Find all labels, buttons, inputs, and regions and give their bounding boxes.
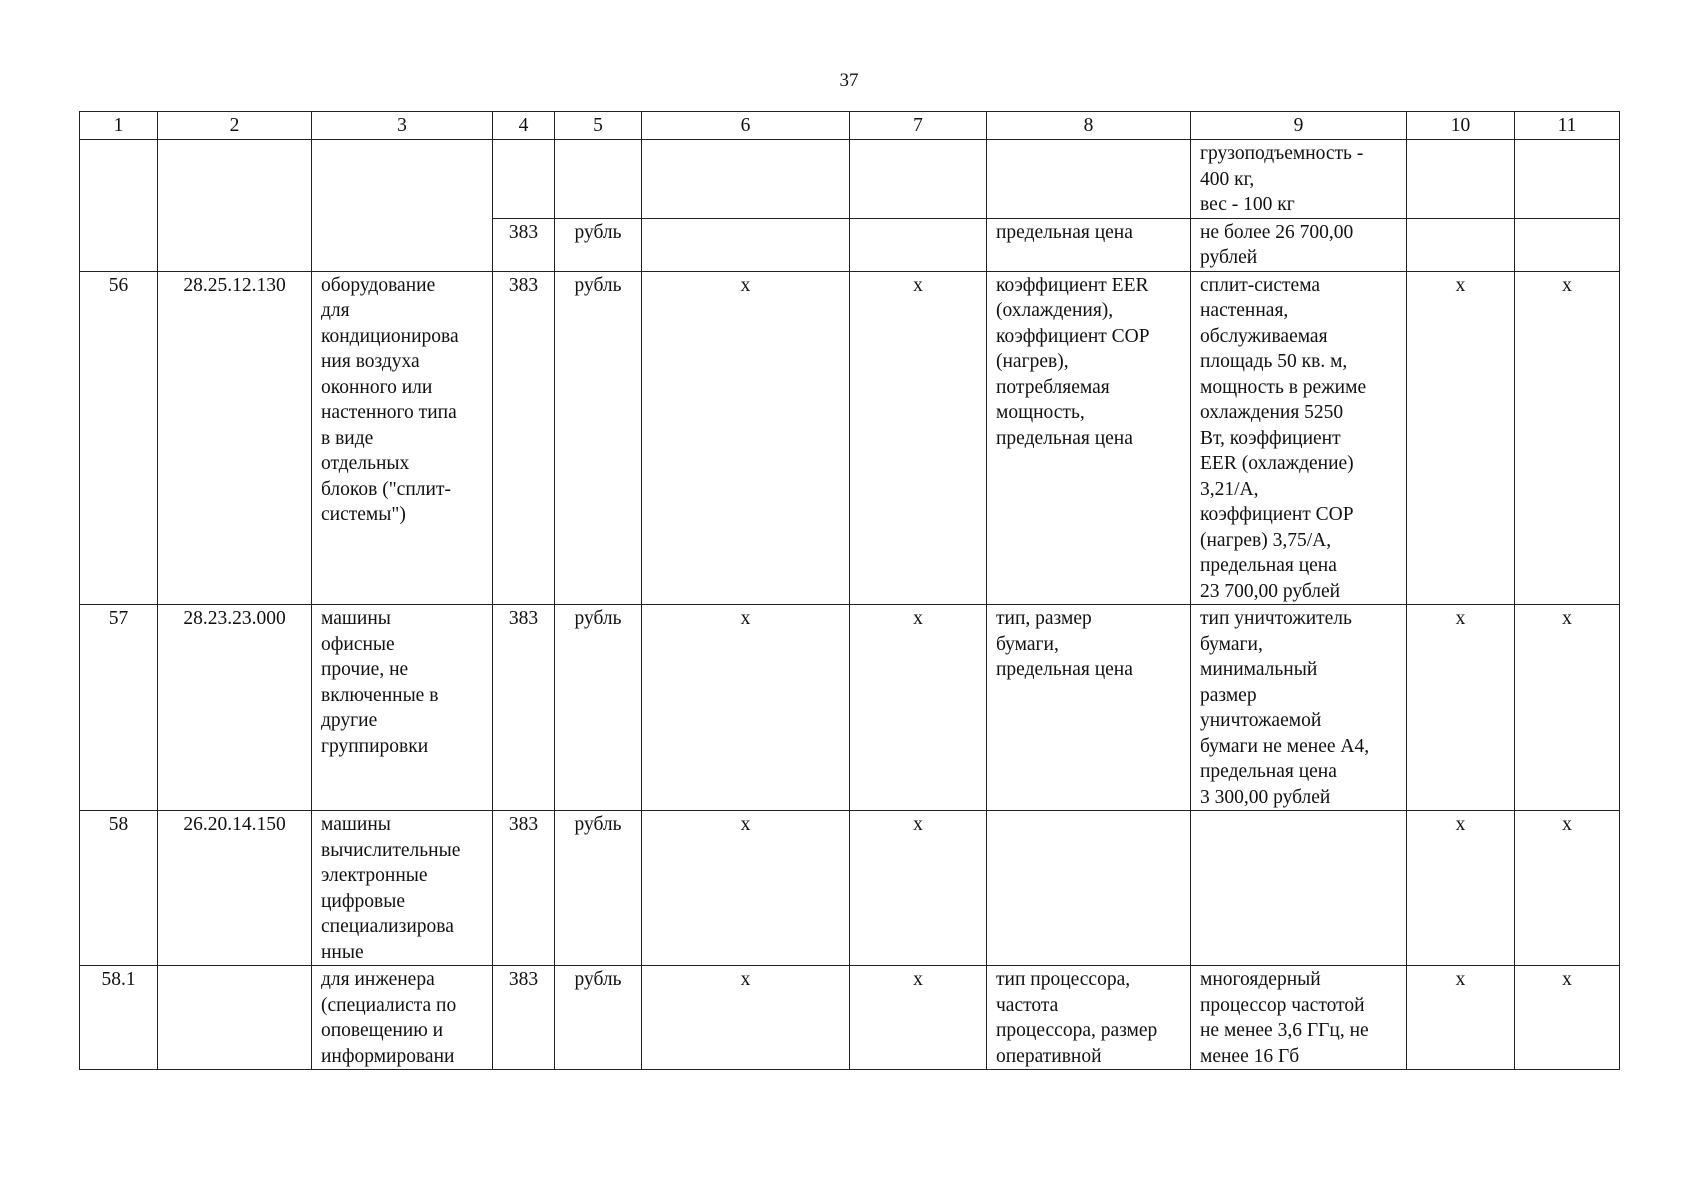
value-cell: не более 26 700,00 рублей: [1191, 218, 1407, 271]
table-cell: [1407, 218, 1515, 271]
table-row: [80, 811, 1620, 966]
x-cell: x: [850, 811, 987, 966]
table-cell: [1407, 140, 1515, 219]
header-cell: 10: [1407, 112, 1515, 140]
x-cell: x: [1515, 966, 1620, 1070]
characteristic-cell: тип, размер бумаги, предельная цена: [987, 605, 1191, 811]
value-cell: сплит-система настенная, обслуживаемая площадь 50 кв. м, мощность в режиме охлаждения 5250 Вт, коэффициент EER (охлаждение) 3,21/А, коэффициент COP (нагрев) 3,75/А, предельная цена 23 700,00 рублей: [1191, 271, 1407, 605]
value-cell: многоядерный процессор частотой не менее 3,6 ГГц, не менее 16 Гб: [1191, 966, 1407, 1070]
characteristic-cell: коэффициент EER (охлаждения), коэффициент COP (нагрев), потребляемая мощность, предельная цена: [987, 271, 1191, 605]
table-row: [80, 966, 1620, 1070]
header-cell: 7: [850, 112, 987, 140]
unit-cell: рубль: [555, 605, 642, 811]
characteristic-cell: тип процессора, частота процессора, размер оперативной: [987, 966, 1191, 1070]
header-cell: 9: [1191, 112, 1407, 140]
table-cell: [850, 218, 987, 271]
table-cell: [642, 140, 850, 219]
table-cell: [493, 140, 555, 219]
table-cell: [850, 140, 987, 219]
characteristic-cell: предельная цена: [987, 218, 1191, 271]
page-number: 37: [839, 70, 859, 91]
header-cell: 5: [555, 112, 642, 140]
header-cell: 3: [312, 112, 493, 140]
value-cell: тип уничтожитель бумаги, минимальный размер уничтожаемой бумаги не менее А4, предельная цена 3 300,00 рублей: [1191, 605, 1407, 811]
table-row: [80, 271, 1620, 605]
x-cell: x: [850, 966, 987, 1070]
header-row: [80, 112, 1620, 140]
code-cell: 383: [493, 966, 555, 1070]
name-cell: для инженера (специалиста по оповещению и информировани: [312, 966, 493, 1070]
unit-cell: рубль: [555, 811, 642, 966]
okpd-cell: [158, 966, 312, 1070]
unit-cell: рубль: [555, 271, 642, 605]
value-cell: [1191, 811, 1407, 966]
data-table: [79, 111, 1620, 1070]
table-cell: [1515, 218, 1620, 271]
name-cell: машины офисные прочие, не включенные в другие группировки: [312, 605, 493, 811]
x-cell: x: [1515, 605, 1620, 811]
table-cell: [642, 218, 850, 271]
x-cell: x: [1407, 966, 1515, 1070]
table-row: [80, 140, 1620, 219]
okpd-cell: 28.23.23.000: [158, 605, 312, 811]
table-cell: [1515, 140, 1620, 219]
x-cell: x: [642, 605, 850, 811]
x-cell: x: [642, 811, 850, 966]
unit-cell: рубль: [555, 966, 642, 1070]
x-cell: x: [1407, 811, 1515, 966]
table-cell: [312, 140, 493, 272]
header-cell: 4: [493, 112, 555, 140]
table-row: [80, 605, 1620, 811]
okpd-cell: 26.20.14.150: [158, 811, 312, 966]
row-number-cell: 57: [80, 605, 158, 811]
header-cell: 2: [158, 112, 312, 140]
x-cell: x: [1515, 811, 1620, 966]
header-cell: 6: [642, 112, 850, 140]
header-cell: 8: [987, 112, 1191, 140]
x-cell: x: [1407, 605, 1515, 811]
table-cell: [987, 140, 1191, 219]
code-cell: 383: [493, 811, 555, 966]
x-cell: x: [642, 271, 850, 605]
row-number-cell: 58: [80, 811, 158, 966]
okpd-cell: 28.25.12.130: [158, 271, 312, 605]
table-cell: [158, 140, 312, 272]
name-cell: машины вычислительные электронные цифровые специализирова нные: [312, 811, 493, 966]
unit-cell: рубль: [555, 218, 642, 271]
code-cell: 383: [493, 271, 555, 605]
table-cell: [555, 140, 642, 219]
table-cell: [80, 140, 158, 272]
code-cell: 383: [493, 605, 555, 811]
x-cell: x: [642, 966, 850, 1070]
row-number-cell: 58.1: [80, 966, 158, 1070]
x-cell: x: [850, 605, 987, 811]
name-cell: оборудование для кондиционирова ния воздуха оконного или настенного типа в виде отдельных блоков ("сплит- системы"): [312, 271, 493, 605]
row-number-cell: 56: [80, 271, 158, 605]
code-cell: 383: [493, 218, 555, 271]
x-cell: x: [1515, 271, 1620, 605]
value-cell: грузоподъемность - 400 кг, вес - 100 кг: [1191, 140, 1407, 219]
x-cell: x: [850, 271, 987, 605]
x-cell: x: [1407, 271, 1515, 605]
characteristic-cell: [987, 811, 1191, 966]
header-cell: 1: [80, 112, 158, 140]
header-cell: 11: [1515, 112, 1620, 140]
